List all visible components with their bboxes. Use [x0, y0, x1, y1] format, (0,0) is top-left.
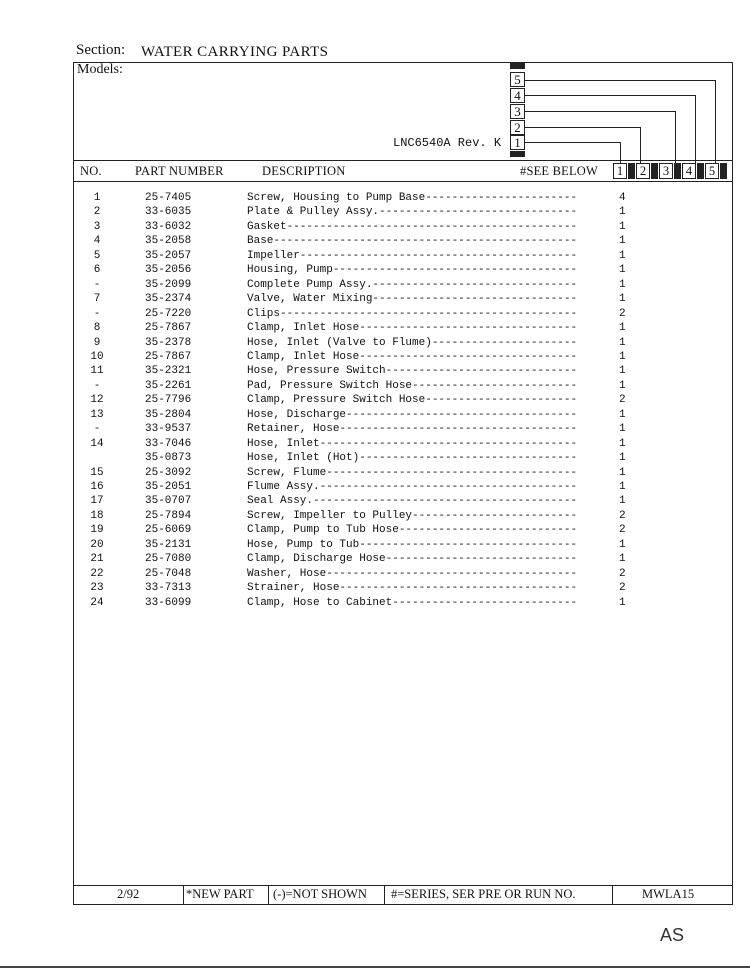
part-item-number: -: [93, 278, 101, 291]
connector-line: [695, 95, 696, 163]
footer-series-note: #=SERIES, SER PRE OR RUN NO.: [391, 887, 576, 901]
series-column-3: 3: [659, 163, 673, 179]
table-row: [0, 495, 750, 509]
table-row: [0, 322, 750, 336]
table-row: [0, 553, 750, 567]
part-number: 33-6035: [145, 206, 192, 219]
table-row: [0, 206, 750, 220]
series-box-1: 1: [510, 135, 525, 150]
part-number: 25-7894: [145, 509, 192, 522]
part-item-number: 17: [90, 495, 104, 508]
part-description: Hose, Discharge-----------------------------------: [247, 408, 578, 421]
part-quantity: 1: [619, 278, 626, 291]
part-quantity: 2: [619, 307, 626, 320]
part-description: Valve, Water Mixing-------------------------------: [247, 293, 578, 306]
table-row: [0, 524, 750, 538]
part-item-number: 15: [90, 466, 104, 479]
part-item-number: 13: [90, 408, 104, 421]
part-quantity: 1: [619, 336, 626, 349]
connector-line: [525, 111, 675, 112]
part-quantity: 1: [619, 495, 626, 508]
part-number: 25-7796: [145, 394, 192, 407]
part-quantity: 1: [619, 322, 626, 335]
part-quantity: 1: [619, 481, 626, 493]
part-number: 35-2321: [145, 365, 192, 378]
part-number: 25-7080: [145, 553, 192, 566]
part-number: 35-2374: [145, 293, 192, 306]
part-number: 33-7313: [145, 582, 192, 595]
column-header-see-below: #SEE BELOW: [520, 164, 599, 178]
part-item-number: 16: [90, 481, 104, 493]
part-quantity: 1: [619, 379, 626, 392]
part-description: Flume Assy.---------------------------------------: [247, 481, 578, 493]
part-description: Clips---------------------------------------------: [247, 307, 578, 320]
part-item-number: 11: [90, 365, 104, 378]
part-number: 33-6032: [145, 220, 192, 233]
table-row: [0, 409, 750, 423]
part-number: 35-2131: [145, 538, 192, 551]
table-row: [0, 481, 750, 495]
table-row: [0, 467, 750, 481]
part-description: Hose, Pump to Tub---------------------------------: [247, 538, 578, 551]
part-item-number: 5: [93, 249, 101, 262]
table-row: [0, 452, 750, 466]
section-title: WATER CARRYING PARTS: [141, 44, 329, 60]
part-description: Hose, Inlet (Valve to Flume)----------------------: [247, 336, 578, 349]
part-number: 25-7048: [145, 567, 192, 580]
part-number: 25-7867: [145, 322, 192, 335]
part-number: 25-6069: [145, 524, 192, 537]
footer-code: MWLA15: [642, 887, 695, 901]
part-number: 25-7405: [145, 192, 192, 204]
table-row: [0, 351, 750, 365]
footer-divider: [74, 885, 732, 886]
part-description: Retainer, Hose------------------------------------: [247, 423, 578, 436]
part-item-number: 21: [90, 553, 104, 566]
series-box-3: 3: [510, 104, 525, 119]
header-divider: [74, 181, 732, 182]
part-item-number: 22: [90, 567, 104, 580]
header-divider: [74, 160, 732, 161]
part-item-number: 4: [93, 235, 101, 248]
part-number: 33-7046: [145, 437, 192, 450]
connector-line: [715, 80, 716, 163]
part-item-number: 19: [90, 524, 104, 537]
table-row: [0, 279, 750, 293]
table-row: [0, 568, 750, 582]
table-row: [0, 423, 750, 437]
series-marker: [510, 151, 525, 157]
part-number: 33-9537: [145, 423, 192, 436]
part-number: 33-6099: [145, 596, 192, 609]
column-header-part-number: PART NUMBER: [135, 164, 224, 178]
footer-separator: [384, 885, 385, 905]
part-quantity: 1: [619, 249, 626, 262]
connector-line: [640, 127, 641, 163]
part-description: Pad, Pressure Switch Hose-------------------------: [247, 379, 578, 392]
part-number: 35-2378: [145, 336, 192, 349]
series-column-4: 4: [682, 163, 696, 179]
part-number: 35-2099: [145, 278, 192, 291]
part-description: Seal Assy.----------------------------------------: [247, 495, 578, 508]
footer-separator: [268, 885, 269, 905]
part-number: 35-2261: [145, 379, 192, 392]
part-description: Strainer, Hose------------------------------------: [247, 582, 578, 595]
part-item-number: 14: [90, 437, 104, 450]
part-quantity: 1: [619, 452, 626, 465]
part-item-number: 23: [90, 582, 104, 595]
part-quantity: 1: [619, 220, 626, 233]
table-row: [0, 539, 750, 553]
part-description: Screw, Impeller to Pulley-------------------------: [247, 509, 578, 522]
part-description: Hose, Pressure Switch-----------------------------: [247, 365, 578, 378]
part-number: 35-2056: [145, 264, 192, 277]
table-row: [0, 582, 750, 596]
part-item-number: 6: [93, 264, 101, 277]
part-item-number: 2: [93, 206, 101, 219]
series-divider: [697, 163, 704, 179]
models-label: Models:: [77, 62, 123, 77]
part-quantity: 2: [619, 394, 626, 407]
series-divider: [674, 163, 681, 179]
series-column-1: 1: [613, 163, 627, 179]
part-item-number: 3: [93, 220, 101, 233]
table-row: [0, 380, 750, 394]
footer-separator: [612, 885, 613, 905]
part-description: Complete Pump Assy.-------------------------------: [247, 278, 578, 291]
section-label: Section:: [76, 42, 126, 58]
part-item-number: 1: [93, 192, 101, 204]
part-quantity: 2: [619, 509, 626, 522]
part-description: Plate & Pulley Assy.------------------------------: [247, 206, 578, 219]
part-item-number: 10: [90, 350, 104, 363]
part-description: Screw, Housing to Pump Base-----------------------: [247, 192, 578, 204]
table-row: [0, 438, 750, 452]
part-item-number: -: [93, 379, 101, 392]
part-quantity: 1: [619, 408, 626, 421]
table-row: [0, 365, 750, 379]
part-quantity: 1: [619, 350, 626, 363]
series-box-2: 2: [510, 120, 525, 135]
table-row: [0, 264, 750, 278]
series-divider: [651, 163, 658, 179]
part-description: Washer, Hose--------------------------------------: [247, 567, 578, 580]
part-description: Housing, Pump-------------------------------------: [247, 264, 578, 277]
part-quantity: 2: [619, 582, 626, 595]
part-quantity: 1: [619, 264, 626, 277]
connector-line: [525, 127, 640, 128]
connector-line: [525, 142, 620, 143]
part-quantity: 1: [619, 437, 626, 450]
table-row: [0, 308, 750, 322]
part-quantity: 1: [619, 553, 626, 566]
part-item-number: 20: [90, 538, 104, 551]
series-divider: [720, 163, 727, 179]
model-number: LNC6540A Rev. K: [393, 136, 502, 150]
part-description: Clamp, Pump to Tub Hose---------------------------: [247, 524, 578, 537]
footer-new-part: *NEW PART: [186, 887, 254, 901]
page-bottom-rule: [0, 966, 750, 968]
part-description: Hose, Inlet---------------------------------------: [247, 437, 578, 450]
table-row: [0, 235, 750, 249]
part-number: 25-3092: [145, 466, 192, 479]
series-column-5: 5: [705, 163, 719, 179]
part-item-number: -: [93, 423, 101, 436]
part-description: Hose, Inlet (Hot)---------------------------------: [247, 452, 578, 465]
part-quantity: 1: [619, 423, 626, 436]
part-number: 35-2051: [145, 481, 192, 493]
part-item-number: 18: [90, 509, 104, 522]
series-column-2: 2: [636, 163, 650, 179]
part-description: Screw, Flume--------------------------------------: [247, 466, 578, 479]
part-description: Clamp, Inlet Hose---------------------------------: [247, 322, 578, 335]
part-item-number: -: [93, 307, 101, 320]
part-number: 25-7220: [145, 307, 192, 320]
part-number: 35-2804: [145, 408, 192, 421]
part-description: Clamp, Pressure Switch Hose-----------------------: [247, 394, 578, 407]
connector-line: [675, 111, 676, 163]
column-header-no: NO.: [80, 164, 102, 178]
part-quantity: 1: [619, 365, 626, 378]
connector-line: [525, 95, 695, 96]
part-quantity: 1: [619, 596, 626, 609]
part-item-number: 12: [90, 394, 104, 407]
part-quantity: 2: [619, 524, 626, 537]
part-item-number: 9: [93, 336, 101, 349]
part-description: Base----------------------------------------------: [247, 235, 578, 248]
table-row: [0, 192, 750, 206]
part-quantity: 1: [619, 235, 626, 248]
part-quantity: 4: [619, 192, 626, 204]
footer-separator: [183, 885, 184, 905]
part-quantity: 1: [619, 538, 626, 551]
part-number: 35-2058: [145, 235, 192, 248]
column-header-description: DESCRIPTION: [262, 164, 346, 178]
connector-line: [525, 80, 715, 81]
series-box-5: 5: [510, 72, 525, 87]
part-quantity: 1: [619, 466, 626, 479]
part-quantity: 1: [619, 293, 626, 306]
part-number: 25-7867: [145, 350, 192, 363]
part-quantity: 1: [619, 206, 626, 219]
table-row: [0, 337, 750, 351]
part-item-number: 7: [93, 293, 101, 306]
part-item-number: 24: [90, 596, 104, 609]
part-number: 35-0707: [145, 495, 192, 508]
series-marker: [510, 63, 525, 69]
part-description: Clamp, Hose to Cabinet----------------------------: [247, 596, 578, 609]
table-row: [0, 221, 750, 235]
table-row: [0, 394, 750, 408]
table-row: [0, 510, 750, 524]
footer-not-shown: (-)=NOT SHOWN: [273, 887, 367, 901]
part-number: 35-2057: [145, 249, 192, 262]
part-description: Clamp, Discharge Hose-----------------------------: [247, 553, 578, 566]
handwritten-mark: AS: [660, 925, 685, 945]
series-box-4: 4: [510, 88, 525, 103]
table-row: [0, 250, 750, 264]
part-number: 35-0873: [145, 452, 192, 465]
series-divider: [628, 163, 635, 179]
footer-date: 2/92: [117, 887, 140, 901]
table-row: [0, 293, 750, 307]
part-description: Impeller------------------------------------------: [247, 249, 578, 262]
part-item-number: 8: [93, 322, 101, 335]
part-quantity: 2: [619, 567, 626, 580]
table-row: [0, 597, 750, 611]
part-description: Gasket--------------------------------------------: [247, 220, 578, 233]
part-description: Clamp, Inlet Hose---------------------------------: [247, 350, 578, 363]
